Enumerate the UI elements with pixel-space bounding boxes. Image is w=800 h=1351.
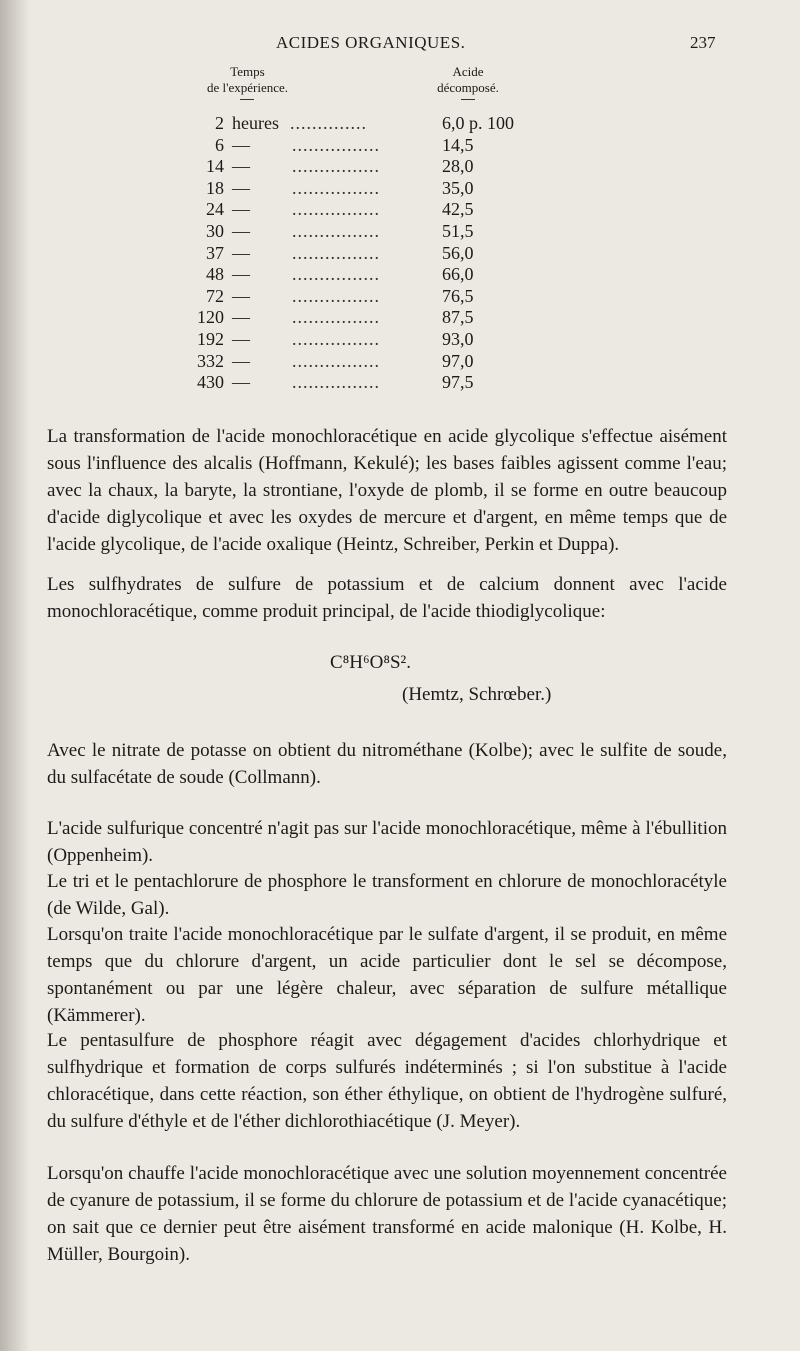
chemical-formula: C⁸H⁶O⁸S². — [330, 652, 412, 673]
leader-dots: ................ — [292, 350, 380, 371]
leader-dots: ................ — [292, 134, 380, 155]
leader-dots: ................ — [292, 199, 380, 220]
acid-value: 6,0 p. 100 — [442, 113, 514, 133]
page-number: 237 — [690, 33, 716, 52]
decomposition-table — [180, 113, 560, 394]
paragraph-2: Les sulfhydrates de sulfure de potassium et de calcium donnent avec l'acide monochloracétique, comme produit principal, de l'acide thiodiglycolique: — [47, 574, 727, 622]
leader-dots: ................ — [292, 328, 380, 349]
time-value: 6 — [215, 134, 224, 155]
time-value: 30 — [206, 220, 224, 241]
leader-dots: ................ — [292, 156, 380, 177]
time-unit: — — [232, 177, 250, 198]
time-value: 120 — [197, 307, 224, 328]
leader-dots: ................ — [292, 220, 380, 241]
acid-value: 76,5 — [442, 285, 474, 306]
time-value: 48 — [206, 264, 224, 285]
leader-dots: ................ — [292, 264, 380, 285]
time-value: 72 — [206, 285, 224, 306]
time-unit: — — [232, 307, 250, 328]
table-header-time — [190, 64, 305, 96]
time-value: 37 — [206, 242, 224, 263]
header-rule-right — [461, 99, 475, 100]
table-row — [180, 372, 560, 394]
table-row — [180, 135, 560, 157]
leader-dots: ................ — [292, 242, 380, 263]
paragraph-8: Lorsqu'on chauffe l'acide monochloracétique avec une solution moyennement concentrée de cyanure de potassium, il se forme du chlorure de potassium et de l'acide cyanacétique; on sait que ce dernier peut être aisément transformé en acide malonique (H. Kolbe, H. Müller, Bourgoin). — [47, 1163, 727, 1265]
time-unit: — — [232, 156, 250, 177]
formula-attribution: (Hemtz, Schrœber.) — [402, 684, 552, 705]
running-header: ACIDES ORGANIQUES. — [276, 33, 466, 52]
table-row — [180, 329, 560, 351]
paragraph-4: L'acide sulfurique concentré n'agit pas sur l'acide monochloracétique, même à l'ébullition (Oppenheim). — [47, 818, 727, 866]
header-rule-left — [240, 99, 254, 100]
time-value: 332 — [197, 350, 224, 371]
table-row — [180, 113, 560, 135]
acid-value: 66,0 — [442, 264, 474, 285]
leader-dots: ................ — [292, 177, 380, 198]
table-row — [180, 221, 560, 243]
table-header-acid-line1: Acide — [452, 64, 484, 79]
table-header-acid-line2: décomposé. — [437, 80, 499, 95]
acid-value: 35,0 — [442, 177, 474, 198]
time-unit: — — [232, 350, 250, 371]
leader-dots: .............. — [290, 113, 367, 133]
binding-shadow — [0, 0, 30, 1351]
paragraph-5: Le tri et le pentachlorure de phosphore le transforment en chlorure de monochloracétyle (de Wilde, Gal). — [47, 871, 727, 919]
time-value: 430 — [197, 372, 224, 393]
leader-dots: ................ — [292, 285, 380, 306]
time-value: 18 — [206, 177, 224, 198]
acid-value: 97,0 — [442, 350, 474, 371]
acid-value: 14,5 — [442, 134, 474, 155]
paragraph-6: Lorsqu'on traite l'acide monochloracétique par le sulfate d'argent, il se produit, en même temps que du chlorure d'argent, un acide particulier dont le sel se décompose, spontanément ou par une légère chaleur, avec séparation de sulfure métallique (Kämmerer). — [47, 924, 727, 1026]
time-unit: — — [232, 285, 250, 306]
acid-value: 56,0 — [442, 242, 474, 263]
table-header-time-line1: Temps — [230, 64, 265, 79]
time-value: 24 — [206, 199, 224, 220]
paragraph-7: Le pentasulfure de phosphore réagit avec dégagement d'acides chlorhydrique et sulfhydrique et formation de corps sulfurés indéterminés ; si l'on substitue à l'acide chloracétique, dans cette réaction, son éther éthylique, on obtient de l'hydrogène sulfuré, du sulfure d'éthyle et de l'éther dichlorothiacétique (J. Meyer). — [47, 1030, 727, 1132]
table-row — [180, 199, 560, 221]
leader-dots: ................ — [292, 372, 380, 393]
paragraph-3: Avec le nitrate de potasse on obtient du nitrométhane (Kolbe); avec le sulfite de soude, du sulfacétate de soude (Collmann). — [47, 740, 727, 788]
acid-value: 93,0 — [442, 328, 474, 349]
paragraph-1: La transformation de l'acide monochloracétique en acide glycolique s'effectue aisément sous l'influence des alcalis (Hoffmann, Kekulé); les bases faibles agissent comme l'eau; avec la chaux, la baryte, la strontiane, l'oxyde de plomb, il se forme en outre beaucoup d'acide diglycolique et avec les oxydes de mercure et d'argent, en même temps que de l'acide glycolique, de l'acide oxalique (Heintz, Schreiber, Perkin et Duppa). — [47, 426, 727, 555]
table-row — [180, 351, 560, 373]
time-unit: — — [232, 220, 250, 241]
time-unit: heures — [232, 113, 279, 133]
table-row — [180, 178, 560, 200]
leader-dots: ................ — [292, 307, 380, 328]
table-row — [180, 286, 560, 308]
time-unit: — — [232, 372, 250, 393]
table-row — [180, 156, 560, 178]
acid-value: 97,5 — [442, 372, 474, 393]
table-row — [180, 243, 560, 265]
table-header-time-line2: de l'expérience. — [206, 80, 288, 95]
table-row — [180, 307, 560, 329]
table-header-acid — [408, 64, 528, 96]
table-row — [180, 264, 560, 286]
time-unit: — — [232, 328, 250, 349]
time-unit: — — [232, 199, 250, 220]
time-unit: — — [232, 264, 250, 285]
acid-value: 42,5 — [442, 199, 474, 220]
time-unit: — — [232, 242, 250, 263]
time-value: 2 — [215, 113, 224, 133]
time-value: 192 — [197, 328, 224, 349]
acid-value: 87,5 — [442, 307, 474, 328]
time-unit: — — [232, 134, 250, 155]
acid-value: 51,5 — [442, 220, 474, 241]
time-value: 14 — [206, 156, 224, 177]
acid-value: 28,0 — [442, 156, 474, 177]
